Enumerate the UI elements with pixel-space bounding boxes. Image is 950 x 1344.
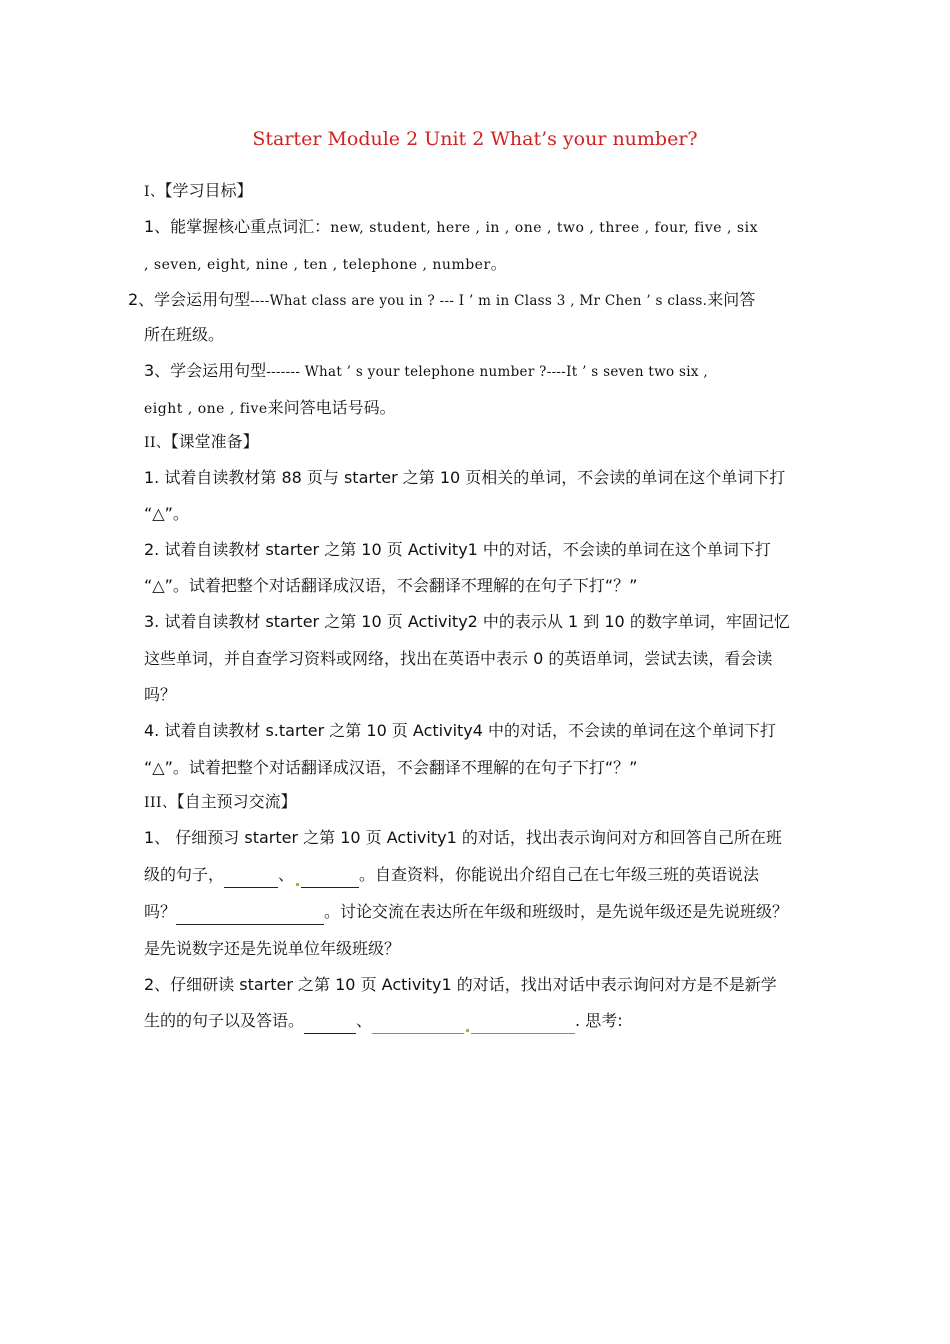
objective-1 bbox=[144, 214, 758, 241]
prep-1: 1. 试着自读教材第 88 页与 starter 之第 10 页相关的单词，不会读的单词在这个单词下打 bbox=[144, 468, 786, 487]
answer-blank[interactable] bbox=[301, 871, 359, 888]
sentence-pattern: ----What class are you in ? --- I ’ m in Class 3 , Mr Chen ’ s class. bbox=[250, 293, 708, 309]
prep-2: 2. 试着自读教材 starter 之第 10 页 Activity1 中的对话，不会读的单词在这个单词下打 bbox=[144, 540, 771, 559]
question-text: 生的的句子以及答语。 bbox=[144, 1011, 305, 1030]
mark-dot bbox=[466, 1029, 469, 1032]
answer-blank[interactable] bbox=[176, 908, 324, 925]
objective-1-cont bbox=[144, 251, 507, 278]
exchange-1-line-4: 是先说数字还是先说单位年级班级？ bbox=[144, 939, 401, 958]
answer-blank[interactable] bbox=[224, 871, 278, 888]
question-text: 。自查资料，你能说出介绍自己在七年级三班的英语说法 bbox=[359, 865, 760, 884]
exchange-2: 2、仔细研读 starter 之第 10 页 Activity1 的对话，找出对话中表示询问对方是不是新学 bbox=[144, 975, 777, 994]
sentence-pattern: ------- What ’ s your telephone number ?----It ’ s seven two six , bbox=[266, 364, 708, 380]
mark-dot bbox=[296, 883, 299, 886]
question-text: 。讨论交流在表达所在年级和班级时，是先说年级还是先说班级？ bbox=[324, 902, 789, 921]
vocab-list: new, student, here , in , one , two , three , four, five , six bbox=[330, 220, 758, 236]
page-title: Starter Module 2 Unit 2 What’s your number? bbox=[252, 128, 698, 150]
objective-2-cont: 所在班级。 bbox=[144, 325, 225, 344]
prep-3-cont: 这些单词，并自查学习资料或网络，找出在英语中表示 0 的英语单词，尝试去读，看会读 bbox=[144, 649, 773, 668]
question-text: 吗？ bbox=[144, 902, 177, 921]
objective-text: 3、学会运用句型 bbox=[144, 361, 267, 380]
number-list: eight , one , five bbox=[144, 401, 268, 417]
objective-text: 2、学会运用句型 bbox=[128, 290, 251, 309]
objective-text: 来问答 bbox=[707, 290, 756, 309]
prep-2-cont: “△”。试着把整个对话翻译成汉语，不会翻译不理解的在句子下打“？” bbox=[144, 576, 638, 595]
separator: 、 bbox=[356, 1011, 373, 1030]
section-number: I、 bbox=[144, 184, 165, 200]
answer-blank[interactable] bbox=[304, 1017, 356, 1034]
exchange-1-line-2 bbox=[144, 862, 759, 888]
exchange-1-line-3 bbox=[144, 899, 788, 925]
section-title: 【课堂准备】 bbox=[170, 432, 259, 451]
question-text: 级的句子， bbox=[144, 865, 225, 884]
section-number: II、 bbox=[144, 435, 171, 451]
section-number: III、 bbox=[144, 795, 177, 811]
objective-text: 1、能掌握核心重点词汇： bbox=[144, 217, 331, 236]
answer-blank[interactable] bbox=[471, 1017, 575, 1034]
objective-2 bbox=[128, 287, 755, 314]
section-title: 【学习目标】 bbox=[164, 181, 253, 200]
prep-3-end: 吗？ bbox=[144, 685, 177, 704]
vocab-list-cont: , seven, eight, nine , ten , telephone , number bbox=[144, 257, 491, 273]
prep-1-cont: “△”。 bbox=[144, 504, 189, 523]
punctuation: 。 bbox=[490, 254, 507, 273]
exchange-2-line-2 bbox=[144, 1008, 623, 1034]
answer-blank[interactable] bbox=[372, 1017, 464, 1034]
exchange-1: 1、 仔细预习 starter 之第 10 页 Activity1 的对话，找出表示询问对方和回答自己所在班 bbox=[144, 828, 782, 847]
prep-3: 3. 试着自读教材 starter 之第 10 页 Activity2 中的表示从 1 到 10 的数字单词，牢固记忆 bbox=[144, 612, 790, 631]
objective-text: 来问答电话号码。 bbox=[267, 398, 396, 417]
prep-4-cont: “△”。试着把整个对话翻译成汉语，不会翻译不理解的在句子下打“？” bbox=[144, 758, 638, 777]
section-title: 【自主预习交流】 bbox=[176, 792, 297, 811]
separator: 、 bbox=[278, 865, 295, 884]
prep-4: 4. 试着自读教材 s.tarter 之第 10 页 Activity4 中的对话，不会读的单词在这个单词下打 bbox=[144, 721, 777, 740]
section-3-heading bbox=[144, 789, 297, 816]
section-2-heading bbox=[144, 429, 259, 456]
question-text: . 思考: bbox=[575, 1011, 623, 1030]
objective-3 bbox=[144, 358, 708, 385]
objective-3-cont bbox=[144, 395, 396, 422]
section-1-heading bbox=[144, 178, 253, 205]
